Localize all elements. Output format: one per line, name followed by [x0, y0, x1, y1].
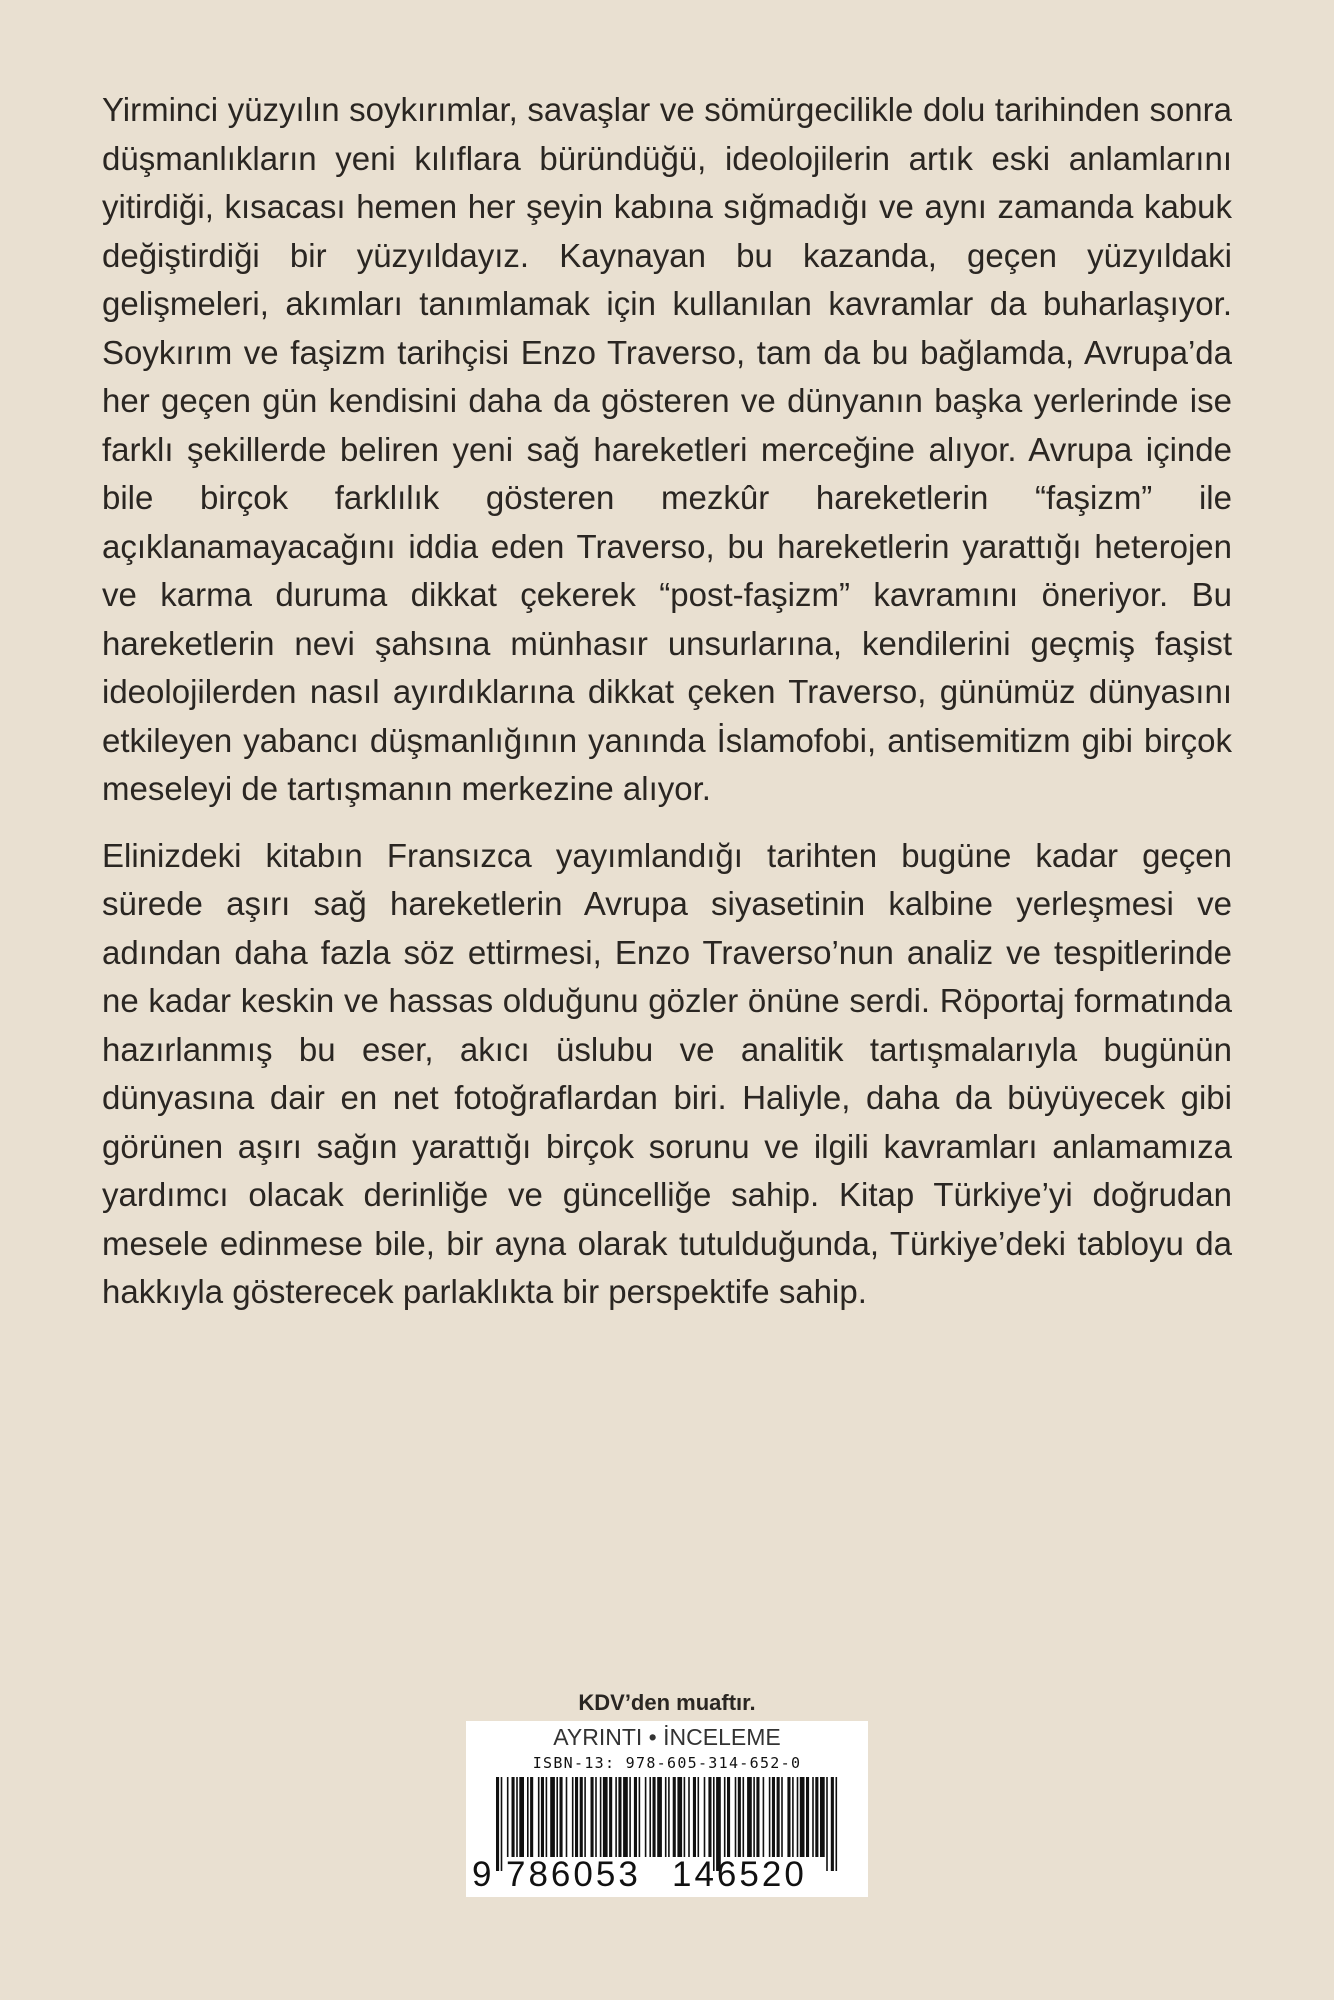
barcode-bar	[753, 1777, 755, 1857]
blurb-paragraph-1: Yirminci yüzyılın soykırımlar, savaşlar ve sömürgecilikle dolu tarihinden sonra düşmanlıkların yeni kılıflara büründüğü, ideolojilerin artık eski anlamlarını yitirdiği, kısacası hemen her şeyin kabına sığmadığı ve aynı zamanda kabuk değiştirdiği bir yüzyıldayız. Kaynayan bu kazanda, geçen yüzyıldaki gelişmeleri, akımları tanımlamak için kullanılan kavramlar da buharlaşıyor. Soykırım ve faşizm tarihçisi Enzo Traverso, tam da bu bağlamda, Avrupa’da her geçen gün kendisini daha da gösteren ve dünyanın başka yerlerinde ise farklı şekillerde beliren yeni sağ hareketleri merceğine alıyor. Avrupa içinde bile birçok farklılık gösteren mezkûr hareketlerin “faşizm” ile açıklanamayacağını iddia eden Traverso, bu hareketlerin yarattığı heterojen ve karma duruma dikkat çekerek “post-faşizm” kavramını öneriyor. Bu hareketlerin nevi şahsına münhasır unsurlarına, kendilerini geçmiş faşist ideolojilerden nasıl ayırdıklarına dikkat çeken Traverso, günümüz dünyasını etkileyen yabancı düşmanlığının yanında İslamofobi, antisemitizm gibi birçok meseleyi de tartışmanın merkezine alıyor.	[102, 91, 1232, 807]
barcode-bar	[756, 1777, 759, 1857]
barcode-bar	[629, 1777, 631, 1857]
ean-first-digit: 9	[472, 1855, 492, 1894]
barcode-bar	[512, 1777, 515, 1857]
barcode-bar	[560, 1777, 563, 1857]
barcode-bar	[806, 1777, 809, 1857]
barcode-bar	[708, 1777, 711, 1857]
barcode-bar	[781, 1777, 783, 1857]
barcode-bar	[556, 1777, 558, 1857]
barcode-bar	[763, 1777, 765, 1857]
barcode-bar	[615, 1777, 617, 1857]
barcode-bar	[836, 1777, 838, 1871]
barcode-bar	[550, 1777, 555, 1857]
barcode-bar	[530, 1777, 533, 1857]
blurb-paragraph-2: Elinizdeki kitabın Fransızca yayımlandığı tarihten bugüne kadar geçen sürede aşırı sağ hareketlerin Avrupa siyasetinin kalbine yerleşmesi ve adından daha fazla söz ettirmesi, Enzo Traverso’nun analiz ve tespitlerinde ne kadar keskin ve hassas olduğunu gözler önüne serdi. Röportaj formatında hazırlanmış bu eser, akıcı üslubu ve analitik tartışmalarıyla bugünün dünyasına dair en net fotoğraflardan biri. Haliyle, daha da büyüyecek gibi görünen aşırı sağın yarattığı birçok sorunu ve ilgili kavramları anlamamıza yardımcı olacak derinliğe ve güncelliğe sahip. Kitap Türkiye’yi doğrudan mesele edinmese bile, bir ayna olarak tutulduğunda, Türkiye’deki tabloyu da hakkıyla gösterecek parlaklıkta bir perspektife sahip.	[102, 836, 1232, 1310]
barcode-bar	[572, 1777, 574, 1857]
barcode-bar	[516, 1777, 518, 1857]
barcode-bar	[519, 1777, 524, 1857]
ean-right-group: 146520	[672, 1855, 807, 1894]
barcode-bar	[673, 1777, 676, 1857]
barcode-bar	[826, 1777, 828, 1871]
barcode-bar	[507, 1777, 509, 1857]
publisher-series: AYRINTI • İNCELEME	[553, 1724, 781, 1750]
barcode-bar	[693, 1777, 696, 1857]
barcode-bar	[649, 1777, 651, 1857]
barcode-bar	[668, 1777, 670, 1857]
barcode-bar	[538, 1777, 540, 1857]
barcode-bar	[609, 1777, 612, 1857]
barcode-bar	[600, 1777, 602, 1857]
barcode-bar	[800, 1777, 805, 1857]
barcode-bar	[496, 1777, 499, 1871]
barcode-bar	[591, 1777, 594, 1857]
barcode-bar	[747, 1777, 752, 1857]
barcode-bar	[595, 1777, 597, 1857]
barcode-bar	[527, 1777, 529, 1857]
barcode-bar	[584, 1777, 586, 1857]
ean-left-group: 786053	[506, 1855, 641, 1894]
barcode-panel	[466, 1721, 868, 1897]
barcode-bar	[575, 1777, 578, 1857]
barcode-bar	[704, 1777, 706, 1857]
barcode-bar	[815, 1777, 818, 1857]
barcode-bar	[634, 1777, 637, 1857]
barcode-bar	[657, 1777, 662, 1857]
barcode-bar	[797, 1777, 799, 1857]
barcode-bar	[769, 1777, 771, 1857]
barcode-bar	[618, 1777, 621, 1857]
barcode-bar	[792, 1777, 794, 1857]
barcode-bar	[688, 1777, 690, 1857]
back-cover-blurb	[102, 86, 1232, 1335]
barcode-bar	[698, 1777, 700, 1857]
barcode-bar	[787, 1777, 790, 1857]
barcode-bar	[772, 1777, 775, 1857]
barcode-bar	[812, 1777, 814, 1857]
barcode-bar	[738, 1777, 741, 1857]
tax-exempt-note: KDV’den muaftır.	[578, 1690, 756, 1715]
barcode-bar	[777, 1777, 780, 1857]
barcode-bar	[743, 1777, 745, 1857]
barcode-bar	[546, 1777, 548, 1857]
barcode-bar	[724, 1777, 726, 1857]
barcode-bar	[727, 1777, 730, 1857]
barcode-bar	[653, 1777, 656, 1857]
barcode-bar	[566, 1777, 568, 1857]
barcode-bar	[580, 1777, 583, 1857]
barcode-bar	[623, 1777, 628, 1857]
barcode-bar	[541, 1777, 544, 1857]
barcode-bar	[735, 1777, 737, 1857]
barcode-bar	[603, 1777, 608, 1857]
barcode-bar	[501, 1777, 503, 1871]
barcode-bar	[684, 1777, 686, 1857]
barcode-bar	[665, 1777, 667, 1857]
barcode-bar	[677, 1777, 682, 1857]
barcode-bar	[645, 1777, 647, 1857]
isbn-label: ISBN-13: 978-605-314-652-0	[532, 1754, 802, 1772]
barcode-bar	[831, 1777, 834, 1871]
barcode-bar	[820, 1777, 825, 1857]
barcode-bar	[639, 1777, 641, 1857]
